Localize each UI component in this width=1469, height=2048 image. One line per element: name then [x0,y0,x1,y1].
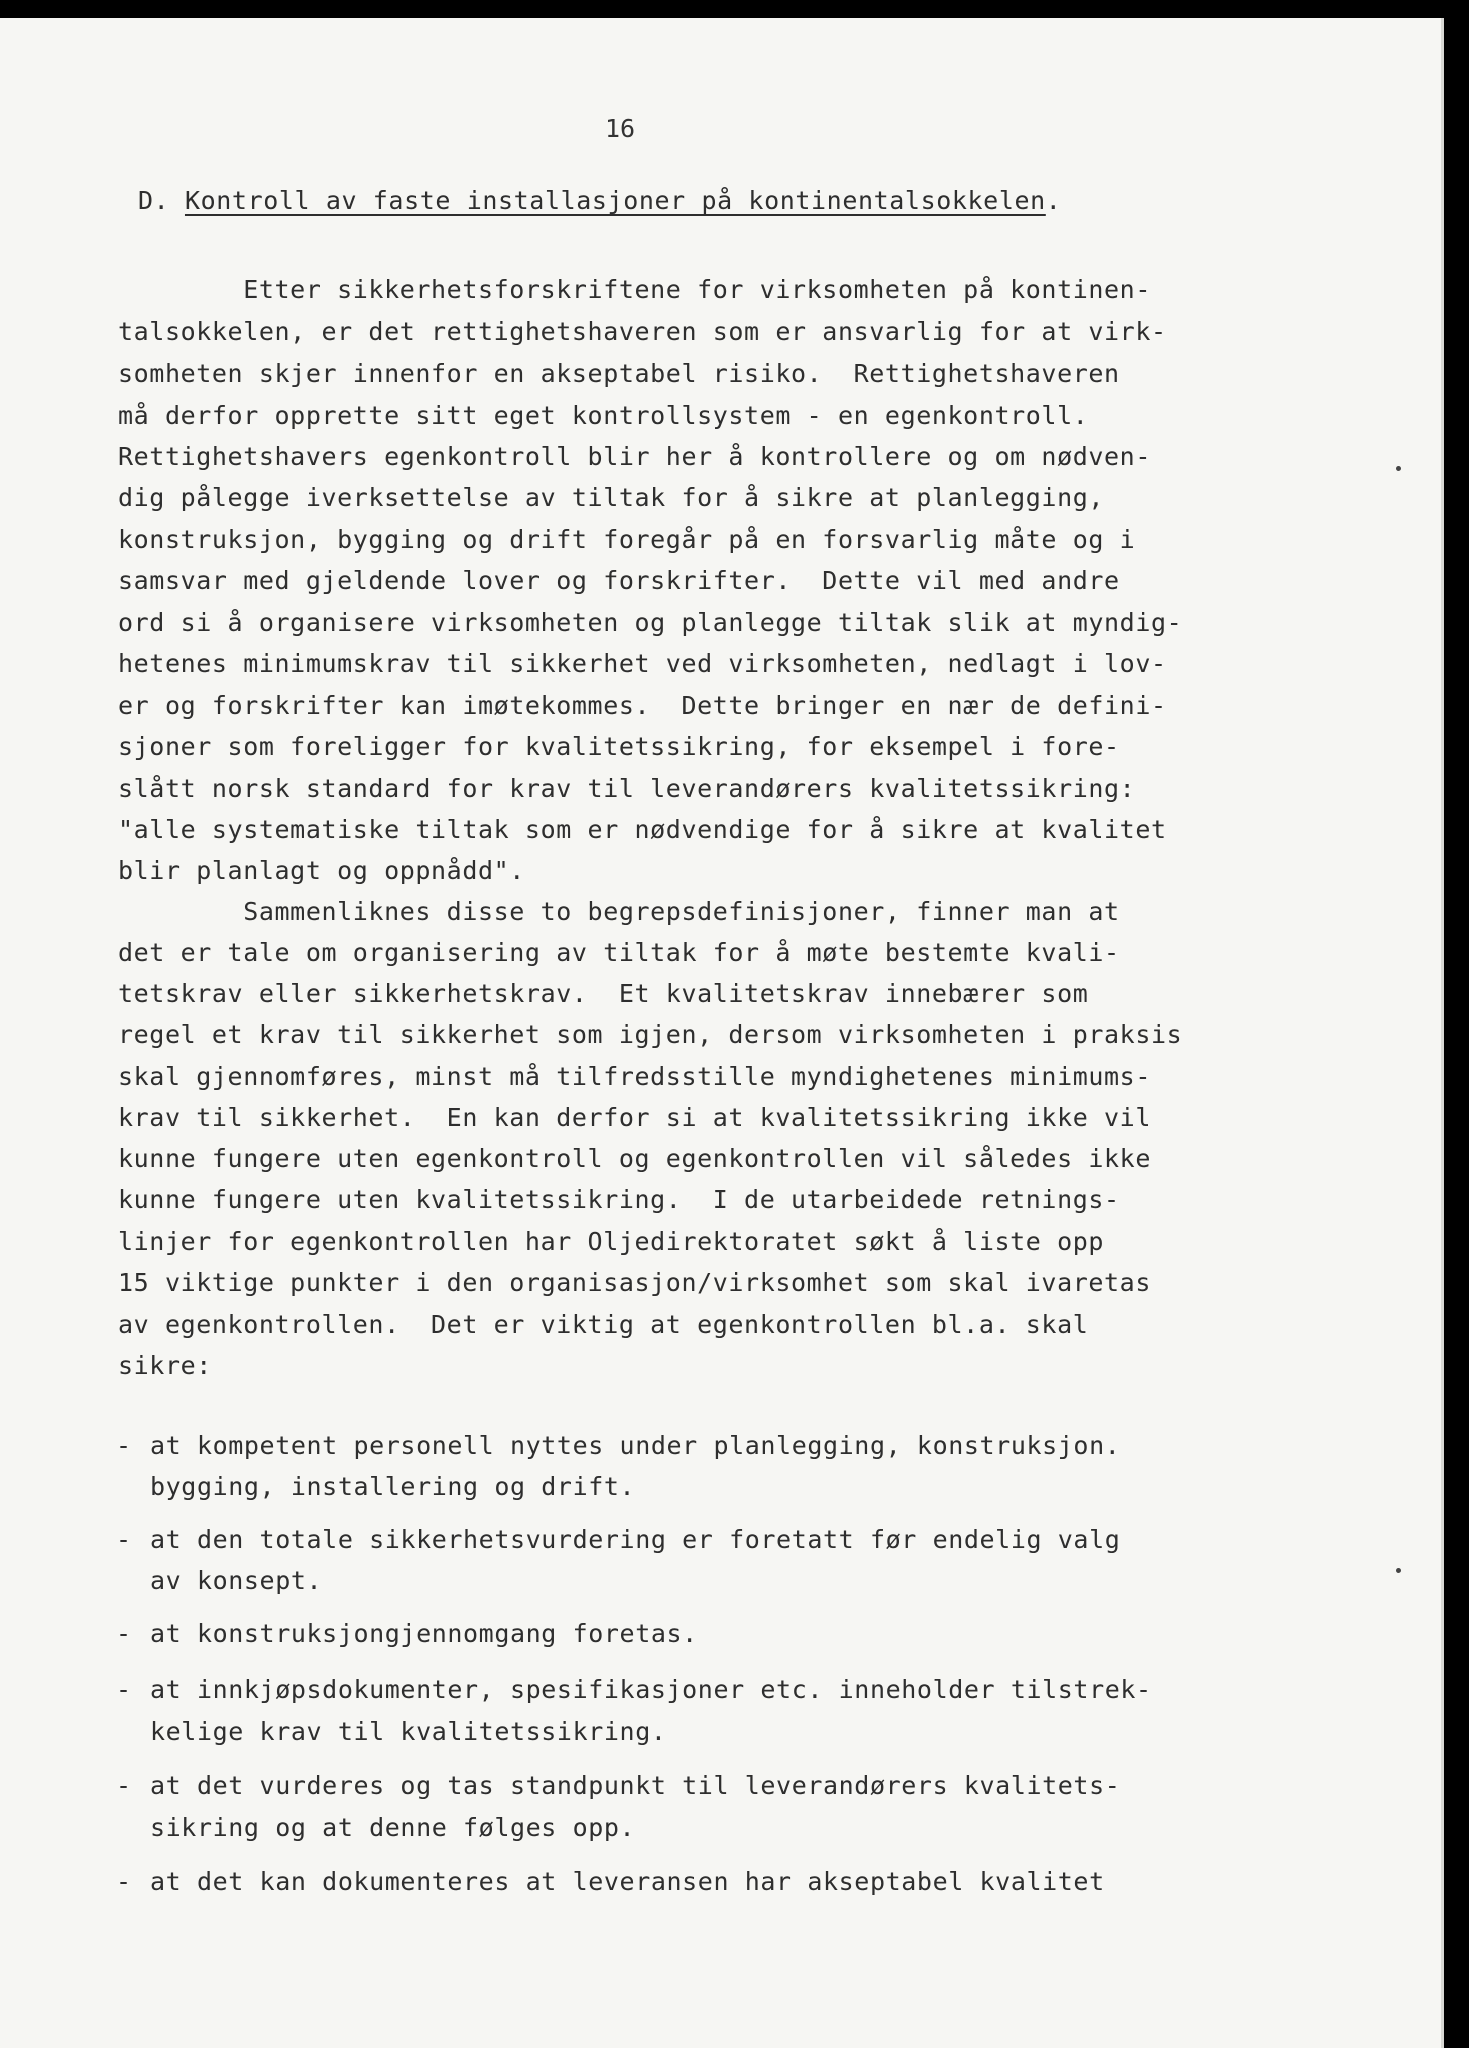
body-line: Rettighetshavers egenkontroll blir her å kontrollere og om nødven- [118,442,1151,471]
section-heading [138,186,1061,215]
body-line: kunne fungere uten kvalitetssikring. I de utarbeidede retnings- [118,1185,1120,1214]
body-line: samsvar med gjeldende lover og forskrifter. Dette vil med andre [118,566,1120,595]
body-line: sjoner som foreligger for kvalitetssikring, for eksempel i fore- [118,732,1120,761]
bullet-line: at det vurderes og tas standpunkt til leverandørers kvalitets- [150,1771,1121,1800]
body-line: kunne fungere uten egenkontroll og egenkontrollen vil således ikke [118,1144,1151,1173]
body-line: linjer for egenkontrollen har Oljedirektoratet søkt å liste opp [118,1227,1105,1256]
body-line: 15 viktige punkter i den organisasjon/virksomhet som skal ivaretas [118,1268,1151,1297]
body-line: sikre: [118,1351,212,1380]
section-letter: D. [138,186,170,215]
body-line: slått norsk standard for krav til leverandørers kvalitetssikring: [118,774,1136,803]
body-line: "alle systematiske tiltak som er nødvendige for å sikre at kvalitet [118,815,1167,844]
body-line: konstruksjon, bygging og drift foregår på en forsvarlig måte og i [118,525,1136,554]
body-line: regel et krav til sikkerhet som igjen, dersom virksomheten i praksis [118,1020,1183,1049]
page-number: 16 [605,114,636,143]
bullet-line: av konsept. [150,1566,323,1595]
page-edge [1441,18,1444,2048]
bullet-marker: - [116,1525,132,1554]
bullet-marker: - [116,1619,132,1648]
bullet-line: sikring og at denne følges opp. [150,1813,636,1842]
body-line: blir planlagt og oppnådd". [118,856,525,885]
body-line: tetskrav eller sikkerhetskrav. Et kvalitetskrav innebærer som [118,979,1089,1008]
body-line: Etter sikkerhetsforskriftene for virksomheten på kontinen- [118,275,1151,304]
body-line: hetenes minimumskrav til sikkerhet ved virksomheten, nedlagt i lov- [118,649,1167,678]
margin-speck [1396,1568,1401,1573]
bullet-line: at kompetent personell nyttes under planlegging, konstruksjon. [150,1431,1121,1460]
body-line: det er tale om organisering av tiltak for å møte bestemte kvali- [118,938,1120,967]
body-line: krav til sikkerhet. En kan derfor si at kvalitetssikring ikke vil [118,1103,1151,1132]
body-line: somheten skjer innenfor en akseptabel risiko. Rettighetshaveren [118,359,1120,388]
margin-speck [1396,466,1401,471]
bullet-line: at konstruksjongjennomgang foretas. [150,1619,698,1648]
body-line: dig pålegge iverksettelse av tiltak for å sikre at planlegging, [118,483,1105,512]
body-line: er og forskrifter kan imøtekommes. Dette bringer en nær de defini- [118,691,1167,720]
bullet-marker: - [116,1867,132,1896]
body-line: ord si å organisere virksomheten og planlegge tiltak slik at myndig- [118,608,1183,637]
bullet-line: kelige krav til kvalitetssikring. [150,1717,667,1746]
body-line: av egenkontrollen. Det er viktig at egenkontrollen bl.a. skal [118,1310,1089,1339]
document-page [0,18,1444,2048]
body-line: skal gjennomføres, minst må tilfredsstille myndighetenes minimums- [118,1062,1151,1091]
section-title-period: . [1045,186,1062,215]
bullet-line: at det kan dokumenteres at leveransen har akseptabel kvalitet [150,1867,1105,1896]
bullet-marker: - [116,1431,132,1460]
body-line: talsokkelen, er det rettighetshaveren som er ansvarlig for at virk- [118,317,1167,346]
body-line: Sammenliknes disse to begrepsdefinisjoner, finner man at [118,897,1120,926]
bullet-line: at den totale sikkerhetsvurdering er foretatt før endelig valg [150,1525,1121,1554]
bullet-marker: - [116,1675,132,1704]
body-line: må derfor opprette sitt eget kontrollsystem - en egenkontroll. [118,401,1089,430]
section-title: Kontroll av faste installasjoner på kontinentalsokkelen [184,186,1046,215]
bullet-marker: - [116,1771,132,1800]
bullet-line: bygging, installering og drift. [150,1472,636,1501]
bullet-line: at innkjøpsdokumenter, spesifikasjoner etc. inneholder tilstrek- [150,1675,1152,1704]
